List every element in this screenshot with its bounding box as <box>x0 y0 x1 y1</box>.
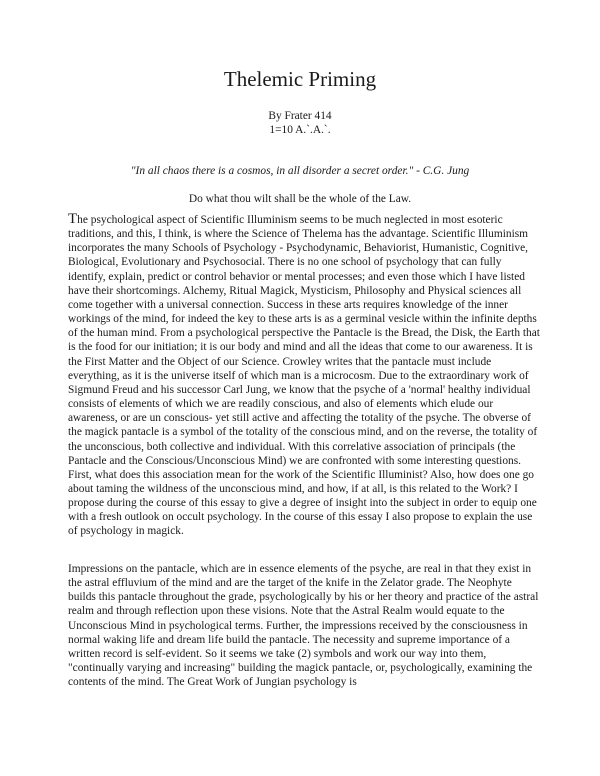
grade-line: 1=10 A.`.A.`. <box>269 124 331 136</box>
body-paragraph-2: Impressions on the pantacle, which are in essence elements of the psyche, are real in that they exist in the astral effluvium of the mind and are the target of the knife in the Zelator grade. The Neophyte builds this pantacle throughout the grade, psychologically by his or her theory and practice of the astral realm and through reflection upon these visions. Note that the Astral Realm would equate to the Unconscious Mind in psychological terms. Further, the impressions received by the consciousness in normal waking life and dream life build the pantacle. The necessity and supreme importance of a written record is self-evident. So it seems we take (2) symbols and work our way into them, "continually varying and increasing" building the magick pantacle, or, psychologically, examining the contents of the mind. The Great Work of Jungian psychology is <box>68 563 539 689</box>
author-line: By Frater 414 <box>268 110 332 122</box>
law-line: Do what thou wilt shall be the whole of the Law. <box>188 193 412 205</box>
paragraph-1-text: he psychological aspect of Scientific Illuminism seems to be much neglected in most esoteric traditions, and this, I think, is where the Science of Thelema has the advantage. Scientific Illuminism incorporates the many Schools of Psychology - Psychodynamic, Behaviorist, Humanistic, Cognitive, Biological, Evolutionary and Psychosocial. There is no one school of psychology that can fully identify, explain, predict or control behavior or mental processes; and even those which I have listed have their shortcomings. Alchemy, Ritual Magick, Mysticism, Philosophy and Physical sciences all come together with a universal connection. Success in these arts requires knowledge of the inner workings of the mind, for indeed the key to these arts is as a germinal vesicle within the infinite depths of the human mind. From a psychological perspective the Pantacle is the Bread, the Disk, the Earth that is the food for our initiation; it is our body and mind and all the ideas that come to our awareness. It is the First Matter and the Object of our Science. Crowley writes that the pantacle must include everything, as it is the universe itself of which man is a microcosm. Due to the extraordinary work of Sigmund Freud and his successor Carl Jung, we know that the psyche of a 'normal' healthy individual consists of elements of which we are readily conscious, and also of elements which elude our awareness, or are un conscious- yet still active and affecting the totality of the psyche. The obverse of the magick pantacle is a symbol of the totality of the conscious mind, and on the reverse, the totality of the unconscious, both collective and individual. With this correlative association of principals (the Pantacle and the Conscious/Unconscious Mind) we are confronted with some interesting questions. First, what does this association mean for the work of the Scientific Illuminist? Also, how does one go about taming the wildness of the unconscious mind, and how, if at all, is this related to the Work? I propose during the course of this essay to give a degree of insight into the subject in order to equip one with a fresh outlook on occult psychology. In the course of this essay I also propose to explain the use of psychology in magick. <box>68 214 540 538</box>
paragraph-initial: T <box>68 211 78 227</box>
document-title: Thelemic Priming <box>223 67 377 91</box>
byline <box>0 109 600 137</box>
body-paragraph-1 <box>68 212 540 539</box>
epigraph-quote: "In all chaos there is a cosmos, in all disorder a secret order." - C.G. Jung <box>130 165 470 177</box>
